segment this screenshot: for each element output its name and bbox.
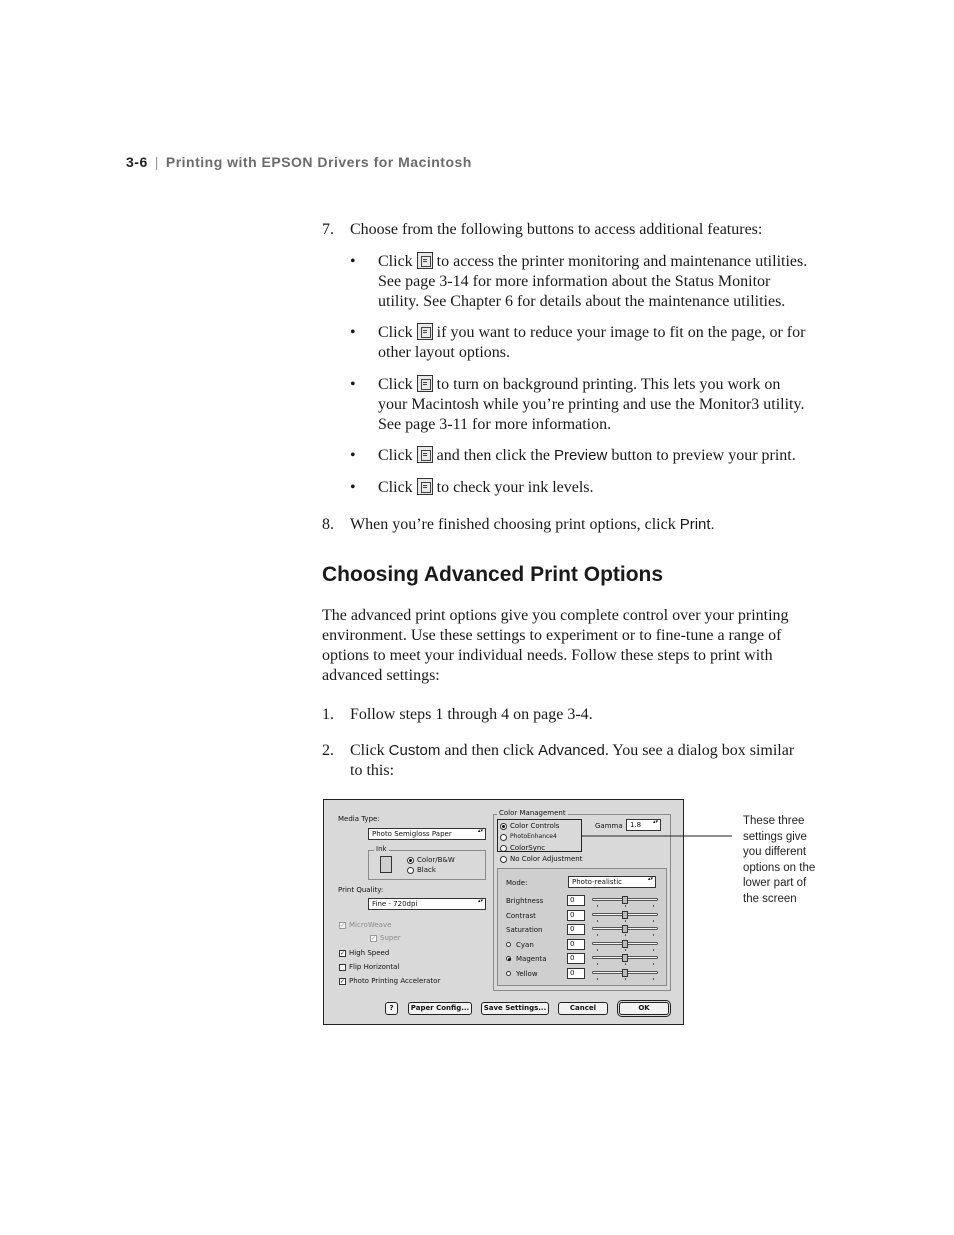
slider-knob[interactable]	[622, 940, 628, 948]
bullet-line: See page 3-11 for more information.	[378, 416, 612, 433]
slider-tick	[597, 920, 598, 922]
callout-line: the screen	[743, 892, 797, 905]
paragraph-line: environment. Use these settings to experiment or to fine-tune a range of	[322, 627, 782, 644]
slider-tick	[597, 949, 598, 951]
slider-knob[interactable]	[622, 954, 628, 962]
adjust-value-field[interactable]: 0	[567, 968, 585, 979]
slider-tick	[625, 934, 626, 936]
callout-text	[743, 814, 833, 907]
step-number: 8.	[322, 516, 334, 533]
microweave-checkbox[interactable]: ✓	[340, 922, 346, 929]
bullet-click-text: Click	[378, 376, 413, 393]
adjust-value-field[interactable]: 0	[567, 924, 585, 935]
section-heading: Choosing Advanced Print Options	[322, 563, 664, 586]
adjust-slider[interactable]	[592, 924, 658, 936]
step2-pre: Click	[350, 742, 385, 759]
bullet-line: See page 3-14 for more information about the Status Monitor	[378, 273, 771, 290]
bullet-dot: •	[350, 479, 356, 496]
intro-paragraph	[322, 606, 789, 686]
step-text: Choose from the following buttons to access additional features:	[350, 221, 763, 238]
bullet-line: your Macintosh while you’re printing and use the Monitor3 utility.	[378, 396, 805, 413]
step2-line2: to this:	[350, 762, 395, 779]
media-type-label: Media Type:	[338, 815, 380, 823]
cm-color-controls-label: Color Controls	[510, 822, 560, 830]
slider-tick	[653, 920, 654, 922]
advanced-ui-label: Advanced	[538, 742, 605, 759]
ink-black-radio[interactable]	[407, 867, 414, 874]
cm-colorsync-label: ColorSync	[510, 844, 546, 852]
adjust-label: Brightness	[506, 897, 544, 905]
slider-tick	[597, 978, 598, 980]
bullet-line1: to check your ink levels.	[436, 479, 594, 496]
slider-tick	[597, 905, 598, 907]
step-number: 2.	[322, 742, 334, 759]
photo-accelerator-label: Photo Printing Accelerator	[349, 977, 441, 985]
preview-ui-label: Preview	[553, 447, 608, 464]
save-settings-button[interactable]: Save Settings...	[481, 1002, 549, 1015]
callout-line: settings give	[743, 830, 807, 843]
super-checkbox[interactable]: ✓	[371, 935, 377, 942]
step8-text: When you’re finished choosing print options, click	[350, 516, 676, 533]
ink-cartridge-icon	[380, 856, 392, 873]
color-management-label: Color Management	[499, 809, 566, 817]
status-monitor-icon	[417, 252, 433, 269]
adjust-label: Cyan	[516, 941, 534, 949]
bullet-click-text: Click	[378, 479, 413, 496]
slider-tick	[625, 949, 626, 951]
callout-line: you different	[743, 846, 807, 858]
ink-black-label: Black	[417, 866, 436, 874]
slider-tick	[653, 949, 654, 951]
bullet-click-text: Click	[378, 253, 413, 270]
adjust-slider[interactable]	[592, 939, 658, 951]
slider-tick	[653, 934, 654, 936]
slider-tick	[625, 963, 626, 965]
ok-button[interactable]: OK	[619, 1002, 669, 1015]
step-number: 7.	[322, 221, 334, 238]
adjust-label: Contrast	[506, 912, 536, 920]
adjust-value-field[interactable]: 0	[567, 910, 585, 921]
layout-icon	[417, 323, 433, 340]
bullet-dot: •	[350, 324, 356, 341]
slider-tick	[653, 905, 654, 907]
high-speed-checkbox[interactable]: ✓	[340, 950, 346, 957]
callout-line: These three	[743, 815, 805, 827]
adjust-value-field[interactable]: 0	[567, 895, 585, 906]
bullet-item-ink-levels	[378, 478, 594, 498]
header-title: Printing with EPSON Drivers for Macintosh	[165, 154, 472, 170]
adjust-channel-radio[interactable]	[506, 942, 511, 947]
cm-photoenhance-label: PhotoEnhance4	[510, 833, 557, 840]
bullet-line1: to turn on background printing. This lets you work on	[436, 376, 781, 393]
adjust-label: Yellow	[516, 970, 538, 978]
microweave-label: MicroWeave	[349, 921, 392, 929]
slider-tick	[653, 963, 654, 965]
bullet-line: utility. See Chapter 6 for details about the maintenance utilities.	[378, 293, 786, 310]
callout-leader-line	[570, 830, 735, 842]
step2-mid: and then click	[444, 742, 535, 759]
slider-tick	[625, 905, 626, 907]
photo-accelerator-checkbox[interactable]: ✓	[340, 978, 346, 985]
paragraph-line: advanced settings:	[322, 667, 440, 684]
slider-knob[interactable]	[622, 925, 628, 933]
paper-config-button[interactable]: Paper Config...	[408, 1002, 472, 1015]
ink-color-radio[interactable]	[407, 857, 414, 864]
bullet-dot: •	[350, 253, 356, 270]
bullet-dot: •	[350, 447, 356, 464]
header-separator: |	[154, 154, 159, 170]
step2-post: . You see a dialog box similar	[604, 742, 795, 759]
paragraph-line: options to meet your individual needs. Follow these steps to print with	[322, 647, 773, 664]
bullet-line1-pre: and then click the	[436, 447, 550, 464]
preview-icon	[417, 446, 433, 463]
step-text: Follow steps 1 through 4 on page 3-4.	[350, 706, 593, 723]
ink-label: Ink	[376, 845, 387, 853]
help-button[interactable]: ?	[385, 1002, 398, 1015]
adjust-value-field[interactable]: 0	[567, 939, 585, 950]
mode-label: Mode:	[506, 879, 528, 887]
flip-horizontal-label: Flip Horizontal	[349, 963, 400, 971]
bullet-line1-post: button to preview your print.	[611, 447, 796, 464]
bullet-item-preview	[378, 446, 796, 466]
paragraph-line: The advanced print options give you complete control over your printing	[322, 607, 789, 624]
bullet-click-text: Click	[378, 324, 413, 341]
bullet-click-text: Click	[378, 447, 413, 464]
adjust-slider[interactable]	[592, 895, 658, 907]
mode-select[interactable]: Photo-realistic ▴▾	[568, 876, 656, 888]
adjust-slider[interactable]	[592, 953, 658, 965]
adjust-slider[interactable]	[592, 968, 658, 980]
adjust-channel-radio[interactable]	[506, 971, 511, 976]
flip-horizontal-checkbox[interactable]	[339, 964, 346, 971]
super-label: Super	[380, 934, 401, 942]
slider-knob[interactable]	[622, 896, 628, 904]
high-speed-label: High Speed	[349, 949, 390, 957]
adjust-channel-radio[interactable]	[506, 956, 511, 961]
adjust-label: Saturation	[506, 926, 543, 934]
background-printing-icon	[417, 375, 433, 392]
slider-knob[interactable]	[622, 969, 628, 977]
print-quality-label: Print Quality:	[338, 886, 384, 894]
slider-knob[interactable]	[622, 911, 628, 919]
running-header	[126, 154, 472, 170]
bullet-line1: to access the printer monitoring and maintenance utilities.	[436, 253, 808, 270]
adjust-slider[interactable]	[592, 910, 658, 922]
slider-tick	[625, 978, 626, 980]
step-text	[350, 515, 715, 535]
custom-ui-label: Custom	[388, 742, 441, 759]
bullet-dot: •	[350, 376, 356, 393]
page-number: 3-6	[126, 154, 148, 170]
bullet-item-background-printing	[378, 375, 804, 435]
step-number: 1.	[322, 706, 334, 723]
gamma-select[interactable]: 1.8 ▴▾	[626, 819, 661, 831]
ink-levels-icon	[417, 478, 433, 495]
slider-tick	[597, 934, 598, 936]
bullet-item-status-monitor	[378, 252, 807, 312]
step-text	[350, 741, 794, 781]
cm-no-adjust-radio[interactable]	[500, 856, 507, 863]
print-ui-label: Print.	[679, 516, 715, 533]
media-type-select[interactable]: Photo Semigloss Paper ▴▾	[368, 828, 486, 840]
callout-line: lower part of	[743, 877, 807, 889]
cancel-button[interactable]: Cancel	[558, 1002, 608, 1015]
gamma-label: Gamma	[595, 822, 623, 830]
slider-tick	[597, 963, 598, 965]
bullet-item-layout	[378, 323, 805, 363]
slider-tick	[625, 920, 626, 922]
cm-no-adjust-label: No Color Adjustment	[510, 855, 583, 863]
bullet-line1: if you want to reduce your image to fit on the page, or for	[436, 324, 806, 341]
slider-tick	[653, 978, 654, 980]
adjust-label: Magenta	[516, 955, 547, 963]
bullet-line: other layout options.	[378, 344, 510, 361]
callout-line: options on the	[743, 861, 816, 874]
adjust-value-field[interactable]: 0	[567, 953, 585, 964]
print-quality-select[interactable]: Fine - 720dpi ▴▾	[368, 898, 486, 910]
ink-color-label: Color/B&W	[417, 856, 455, 864]
